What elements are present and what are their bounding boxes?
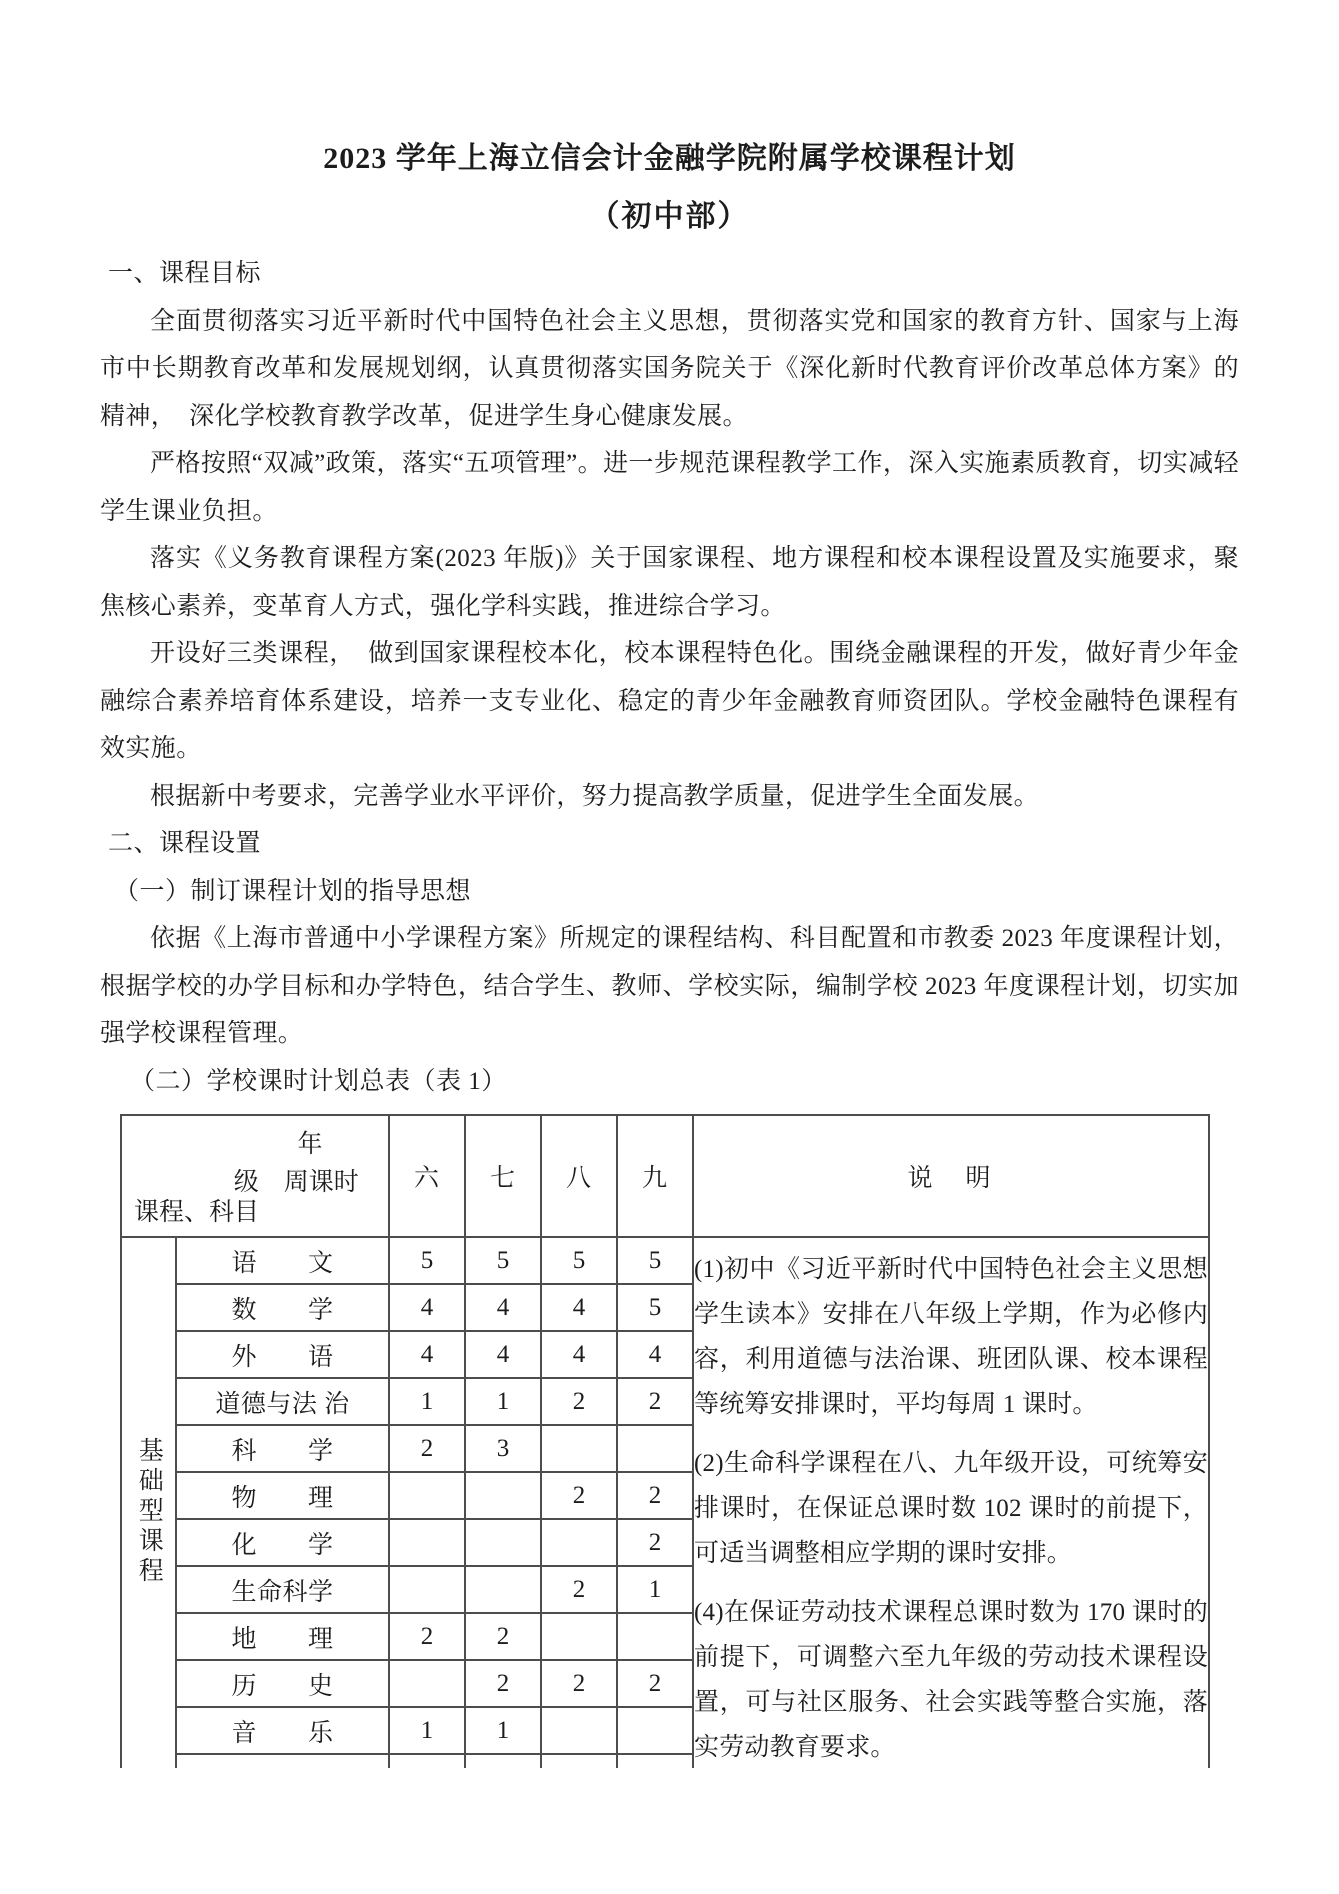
hours-cell xyxy=(465,1472,541,1519)
hours-cell: 2 xyxy=(541,1566,617,1613)
hours-cell: 2 xyxy=(617,1660,693,1707)
corner-label-weekly-hours: 级 周课时 xyxy=(233,1169,359,1196)
hours-cell: 1 xyxy=(617,1566,693,1613)
hours-cell xyxy=(389,1566,465,1613)
note-paragraph-2: (2)生命科学课程在八、九年级开设，可统筹安排课时，在保证总课时数 102 课时的前提下，可适当调整相应学期的课时安排。 xyxy=(694,1450,1208,1567)
hours-cell: 5 xyxy=(617,1284,693,1331)
table-header-row xyxy=(121,1115,1209,1237)
section1-paragraph-4: 开设好三类课程， 做到国家课程校本化，校本课程特色化。围绕金融课程的开发，做好青少年金融综合素养培育体系建设，培养一支专业化、稳定的青少年金融教育师资团队。学校金融特色课程有效实施。 xyxy=(100,640,1239,762)
hours-cell xyxy=(617,1425,693,1472)
subject-cell: 外 语 xyxy=(176,1331,389,1378)
grade-header-6: 六 xyxy=(389,1115,465,1237)
curriculum-table xyxy=(120,1114,1210,1768)
hours-cell xyxy=(465,1519,541,1566)
subject-cell: 生命科学 xyxy=(176,1566,389,1613)
hours-cell: 2 xyxy=(617,1472,693,1519)
hours-cell: 2 xyxy=(465,1613,541,1660)
document-title: 2023 学年上海立信会计金融学院附属学校课程计划 xyxy=(323,142,1016,175)
hours-cell xyxy=(541,1425,617,1472)
hours-cell: 3 xyxy=(465,1425,541,1472)
hours-cell: 2 xyxy=(389,1425,465,1472)
section1-paragraph-5: 根据新中考要求，完善学业水平评价，努力提高教学质量，促进学生全面发展。 xyxy=(150,782,1040,810)
hours-cell xyxy=(389,1519,465,1566)
hours-cell xyxy=(541,1613,617,1660)
hours-cell: 2 xyxy=(541,1472,617,1519)
subject-cell: 音 乐 xyxy=(176,1707,389,1754)
corner-header-cell xyxy=(121,1115,389,1237)
note-paragraph-1: (1)初中《习近平新时代中国特色社会主义思想学生读本》安排在八年级上学期，作为必修内容，利用道德与法治课、班团队课、校本课程等统筹安排课时，平均每周 1 课时。 xyxy=(694,1256,1208,1418)
hours-cell: 2 xyxy=(465,1660,541,1707)
hours-cell: 4 xyxy=(617,1331,693,1378)
hours-cell xyxy=(389,1472,465,1519)
section1-heading: 一、课程目标 xyxy=(108,260,262,287)
hours-cell: 4 xyxy=(389,1331,465,1378)
notes-header: 说 明 xyxy=(693,1115,1209,1237)
hours-cell: 4 xyxy=(465,1331,541,1378)
subject-cell: 道德与法 治 xyxy=(176,1378,389,1425)
category-label: 基础型课程 xyxy=(135,1437,163,1587)
category-cell xyxy=(121,1237,176,1768)
note-paragraph-3: (4)在保证劳动技术课程总课时数为 170 课时的前提下，可调整六至九年级的劳动技术课程设置，可与社区服务、社会实践等整合实施，落实劳动教育要求。 xyxy=(694,1599,1208,1761)
table-row xyxy=(121,1237,1209,1284)
corner-label-grade-top: 年 xyxy=(297,1131,323,1158)
subject-cell: 物 理 xyxy=(176,1472,389,1519)
hours-cell: 1 xyxy=(389,1707,465,1754)
hours-cell xyxy=(617,1613,693,1660)
grade-header-8: 八 xyxy=(541,1115,617,1237)
hours-cell xyxy=(465,1754,541,1768)
subject-cell xyxy=(176,1754,389,1768)
hours-cell: 4 xyxy=(541,1331,617,1378)
hours-cell: 4 xyxy=(389,1284,465,1331)
subject-cell: 地 理 xyxy=(176,1613,389,1660)
subject-cell: 语 文 xyxy=(176,1237,389,1284)
hours-cell xyxy=(389,1660,465,1707)
hours-cell: 1 xyxy=(465,1707,541,1754)
section2-sub1-paragraph: 依据《上海市普通中小学课程方案》所规定的课程结构、科目配置和市教委 2023 年度课程计划，根据学校的办学目标和办学特色，结合学生、教师、学校实际，编制学校 2023 年度课程计划，切实加强学校课程管理。 xyxy=(100,925,1239,1047)
document-subtitle: （初中部） xyxy=(589,200,750,233)
hours-cell: 2 xyxy=(389,1613,465,1660)
section1-paragraph-1: 全面贯彻落实习近平新时代中国特色社会主义思想，贯彻落实党和国家的教育方针、国家与上海市中长期教育改革和发展规划纲，认真贯彻落实国务院关于《深化新时代教育评价改革总体方案》的精神， 深化学校教育教学改革，促进学生身心健康发展。 xyxy=(100,307,1239,430)
section1-paragraph-2: 严格按照“双减”政策，落实“五项管理”。进一步规范课程教学工作，深入实施素质教育，切实减轻学生课业负担。 xyxy=(100,450,1239,525)
subject-cell: 科 学 xyxy=(176,1425,389,1472)
table1-caption: （二）学校课时计划总表（表 1） xyxy=(130,1067,507,1095)
subject-cell: 化 学 xyxy=(176,1519,389,1566)
hours-cell: 4 xyxy=(465,1284,541,1331)
document-body xyxy=(100,250,1239,1105)
hours-cell: 2 xyxy=(617,1378,693,1425)
hours-cell xyxy=(541,1519,617,1566)
grade-header-9: 九 xyxy=(617,1115,693,1237)
hours-cell xyxy=(541,1754,617,1768)
hours-cell xyxy=(389,1754,465,1768)
section2-heading: 二、课程设置 xyxy=(108,830,262,857)
section1-paragraph-3: 落实《义务教育课程方案(2023 年版)》关于国家课程、地方课程和校本课程设置及实施要求，聚焦核心素养，变革育人方式，强化学科实践，推进综合学习。 xyxy=(100,545,1239,620)
corner-label-course-subject: 课程、科目 xyxy=(134,1199,260,1226)
grade-header-7: 七 xyxy=(465,1115,541,1237)
hours-cell: 5 xyxy=(541,1237,617,1284)
curriculum-table-wrapper xyxy=(120,1114,1239,1768)
hours-cell: 1 xyxy=(465,1378,541,1425)
subject-cell: 数 学 xyxy=(176,1284,389,1331)
hours-cell xyxy=(617,1754,693,1768)
hours-cell: 2 xyxy=(617,1519,693,1566)
hours-cell xyxy=(465,1566,541,1613)
hours-cell: 5 xyxy=(617,1237,693,1284)
hours-cell xyxy=(541,1707,617,1754)
hours-cell xyxy=(617,1707,693,1754)
hours-cell: 5 xyxy=(389,1237,465,1284)
subject-cell: 历 史 xyxy=(176,1660,389,1707)
hours-cell: 5 xyxy=(465,1237,541,1284)
hours-cell: 1 xyxy=(389,1378,465,1425)
notes-cell xyxy=(693,1237,1209,1768)
section2-sub1-heading: （一）制订课程计划的指导思想 xyxy=(114,877,472,905)
hours-cell: 4 xyxy=(541,1284,617,1331)
hours-cell: 2 xyxy=(541,1660,617,1707)
hours-cell: 2 xyxy=(541,1378,617,1425)
